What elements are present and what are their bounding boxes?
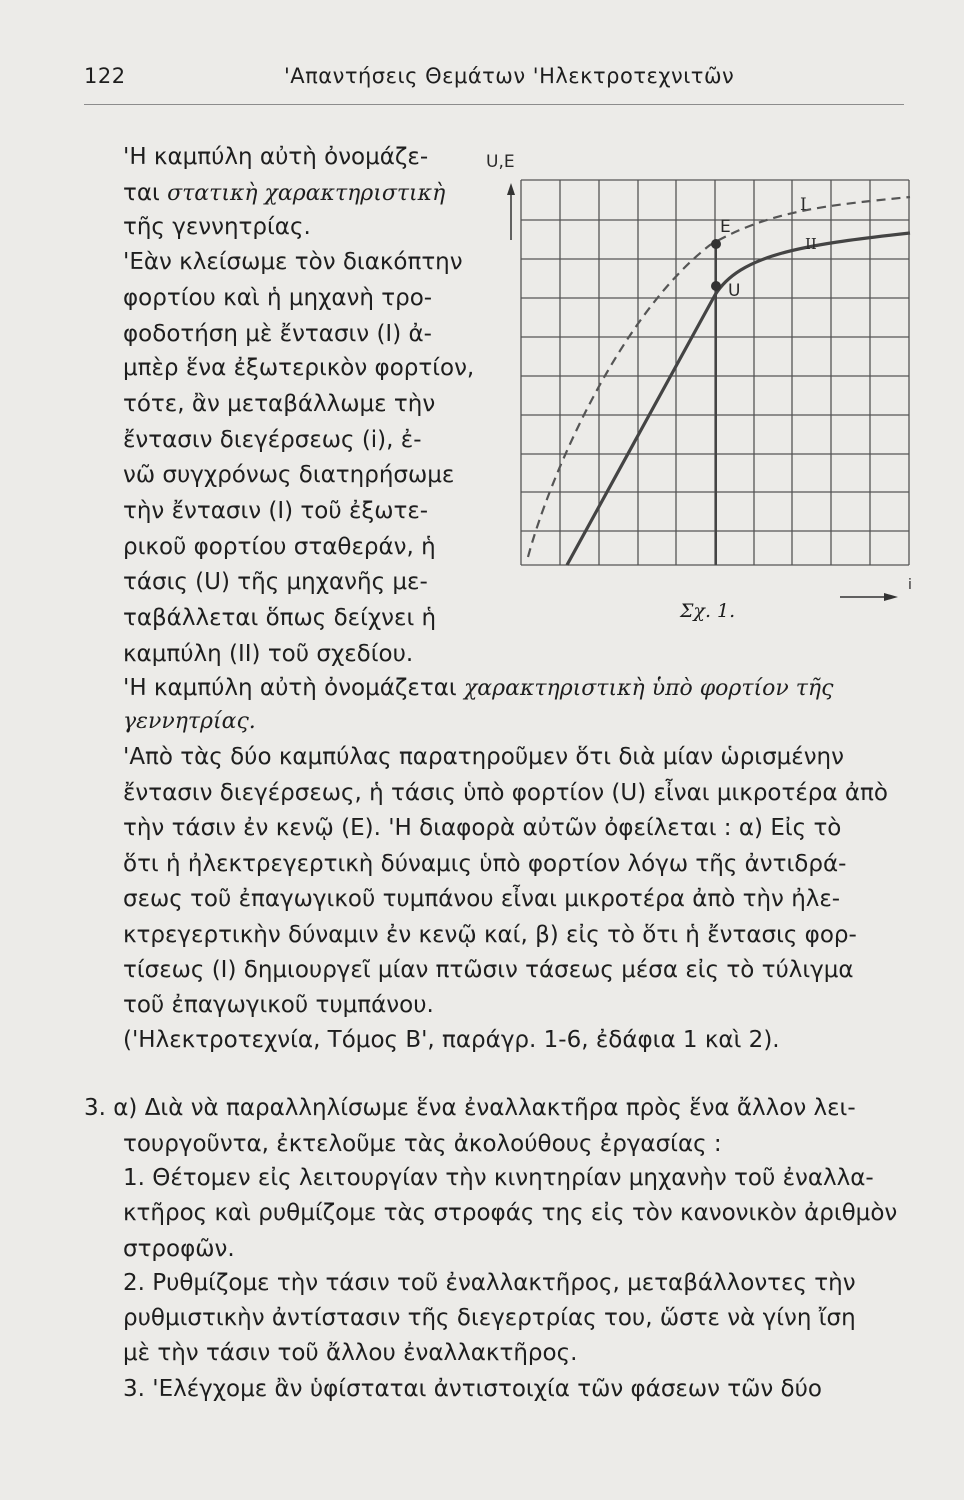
text-line-roman: τουργοῦντα, ἐκτελοῦμε τὰς ἀκολούθους ἐργασίας :	[123, 1131, 722, 1157]
text-line	[123, 955, 854, 985]
point-U	[711, 281, 721, 291]
text-line-roman: τὴν τάσιν ἐν κενῷ (E). 'Η διαφορὰ αὐτῶν ὀφείλεται : α) Εἰς τὸ	[123, 815, 842, 841]
curve-label-II: II	[805, 235, 817, 253]
text-line	[84, 1093, 856, 1123]
point-E	[711, 239, 721, 249]
text-line-roman: τῆς γεννητρίας.	[123, 214, 311, 240]
text-line	[123, 567, 428, 597]
text-line-roman: καμπύλη (II) τοῦ σχεδίου.	[123, 641, 414, 667]
page-number: 122	[84, 64, 126, 88]
text-line	[123, 142, 428, 172]
text-line-roman: ὅτι ἡ ἠλεκτρεγερτικὴ δύναμις ὑπὸ φορτίον λόγω τῆς ἀντιδρά-	[123, 851, 847, 877]
text-line-roman: 1. Θέτομεν εἰς λειτουργίαν τὴν κινητηρίαν μηχανὴν τοῦ ἐναλλα-	[123, 1165, 874, 1191]
x-axis-label: i	[908, 577, 912, 593]
text-line-roman: ἔντασιν διεγέρσεως, ἡ τάσις ὑπὸ φορτίον (U) εἶναι μικροτέρα ἀπὸ	[123, 780, 888, 806]
y-axis-arrowhead	[507, 183, 515, 195]
text-line-roman: ἔντασιν διεγέρσεως (i), ἐ-	[123, 427, 422, 453]
text-line	[123, 742, 844, 772]
no-load-curve-I	[528, 197, 910, 557]
point-label-E: E	[720, 217, 731, 237]
text-line	[123, 706, 256, 737]
text-line	[123, 319, 432, 349]
text-line	[123, 884, 840, 914]
text-line-italic: χαρακτηριστικὴ ὑπὸ φορτίον τῆς	[463, 676, 834, 701]
text-line	[123, 460, 454, 490]
text-line	[123, 778, 888, 808]
text-line	[123, 532, 436, 562]
text-line-roman: 'Η καμπύλη αὐτὴ ὀνομάζεται	[123, 675, 464, 701]
text-line-roman: 2. Ρυθμίζομε τὴν τάσιν τοῦ ἐναλλακτῆρος, μεταβάλλοντες τὴν	[123, 1270, 856, 1296]
text-line-roman: τοῦ ἐπαγωγικοῦ τυμπάνου.	[123, 992, 434, 1018]
text-line	[123, 389, 435, 419]
text-line	[123, 1338, 577, 1368]
text-line	[123, 283, 432, 313]
text-line	[123, 1025, 780, 1055]
text-line-roman: τίσεως (I) δημιουργεῖ μίαν πτῶσιν τάσεως μέσα εἰς τὸ τύλιγμα	[123, 957, 854, 983]
running-title: 'Απαντήσεις Θεμάτων 'Ηλεκτροτεχνιτῶν	[284, 64, 735, 88]
text-line-roman: 3. α) Διὰ νὰ παραλληλίσωμε ἕνα ἐναλλακτῆρα πρὸς ἕνα ἄλλον λει-	[84, 1095, 856, 1121]
text-line	[123, 990, 434, 1020]
y-axis-label: U,E	[486, 152, 515, 172]
header-divider	[84, 104, 904, 105]
text-line	[123, 496, 428, 526]
text-line-roman: κτῆρος καὶ ρυθμίζομε τὰς στροφάς της εἰς τὸν κανονικὸν ἀριθμὸν	[123, 1200, 898, 1226]
text-line-roman: φοδοτήση μὲ ἔντασιν (I) ἀ-	[123, 321, 432, 347]
text-line	[123, 673, 833, 704]
text-line	[123, 212, 311, 242]
text-line-roman: ('Ηλεκτροτεχνία, Τόμος Β', παράγρ. 1-6, ἐδάφια 1 καὶ 2).	[123, 1027, 780, 1053]
text-line	[123, 849, 846, 879]
text-line-roman: νῶ συγχρόνως διατηρήσωμε	[123, 462, 455, 488]
text-line-roman: ται	[123, 180, 168, 206]
text-line-roman: τάσις (U) τῆς μηχανῆς με-	[123, 569, 428, 595]
text-line	[123, 1374, 822, 1404]
text-line-roman: 3. 'Ελέγχομε ἂν ὑφίσταται ἀντιστοιχία τῶν φάσεων τῶν δύο	[123, 1376, 822, 1402]
text-line-roman: 'Η καμπύλη αὐτὴ ὀνομάζε-	[123, 144, 429, 170]
text-line	[123, 603, 436, 633]
text-line	[123, 813, 841, 843]
text-line	[123, 1129, 722, 1159]
text-line	[123, 1268, 856, 1298]
curve-label-I: I	[800, 195, 807, 215]
figure-characteristic-curves	[470, 145, 920, 635]
text-line	[123, 247, 463, 277]
figure-caption: Σχ. 1.	[680, 600, 736, 622]
page-header	[84, 64, 904, 98]
text-line	[123, 1234, 235, 1264]
text-line	[123, 1198, 897, 1228]
text-line-roman: ρικοῦ φορτίου σταθεράν, ἡ	[123, 534, 436, 560]
text-line-roman: τὴν ἔντασιν (I) τοῦ ἐξωτε-	[123, 498, 429, 524]
characteristic-chart	[470, 145, 920, 635]
text-line	[123, 178, 445, 209]
text-line-roman: μὲ τὴν τάσιν τοῦ ἄλλου ἐναλλακτῆρος.	[123, 1340, 578, 1366]
text-line	[123, 639, 413, 669]
text-line-roman: στροφῶν.	[123, 1236, 235, 1262]
text-line-roman: 'Εὰν κλείσωμε τὸν διακόπτην	[123, 249, 463, 275]
point-label-U: U	[728, 281, 741, 301]
text-line-roman: 'Απὸ τὰς δύο καμπύλας παρατηροῦμεν ὅτι διὰ μίαν ὡρισμένην	[123, 744, 844, 770]
text-line-italic: γεννητρίας.	[123, 709, 256, 734]
text-line-italic: στατικὴ χαρακτηριστικὴ	[167, 181, 446, 206]
text-line-roman: ταβάλλεται ὅπως δείχνει ἡ	[123, 605, 437, 631]
text-line	[123, 1303, 856, 1333]
text-line	[123, 920, 857, 950]
text-line-roman: ρυθμιστικὴν ἀντίστασιν τῆς διεγερτρίας του, ὥστε νὰ γίνη ἴση	[123, 1305, 856, 1331]
text-line	[123, 425, 422, 455]
text-line-roman: σεως τοῦ ἐπαγωγικοῦ τυμπάνου εἶναι μικροτέρα ἀπὸ τὴν ἠλε-	[123, 886, 841, 912]
text-line	[123, 1163, 874, 1193]
text-line-roman: φορτίου καὶ ἡ μηχανὴ τρο-	[123, 285, 433, 311]
text-line	[123, 353, 474, 383]
x-axis-arrowhead	[884, 593, 898, 601]
text-line-roman: κτρεγερτικὴν δύναμιν ἐν κενῷ καί, β) εἰς τὸ ὅτι ἡ ἔντασις φορ-	[123, 922, 857, 948]
text-line-roman: τότε, ἂν μεταβάλλωμε τὴν	[123, 391, 436, 417]
text-line-roman: μπὲρ ἕνα ἐξωτερικὸν φορτίον,	[123, 355, 475, 381]
